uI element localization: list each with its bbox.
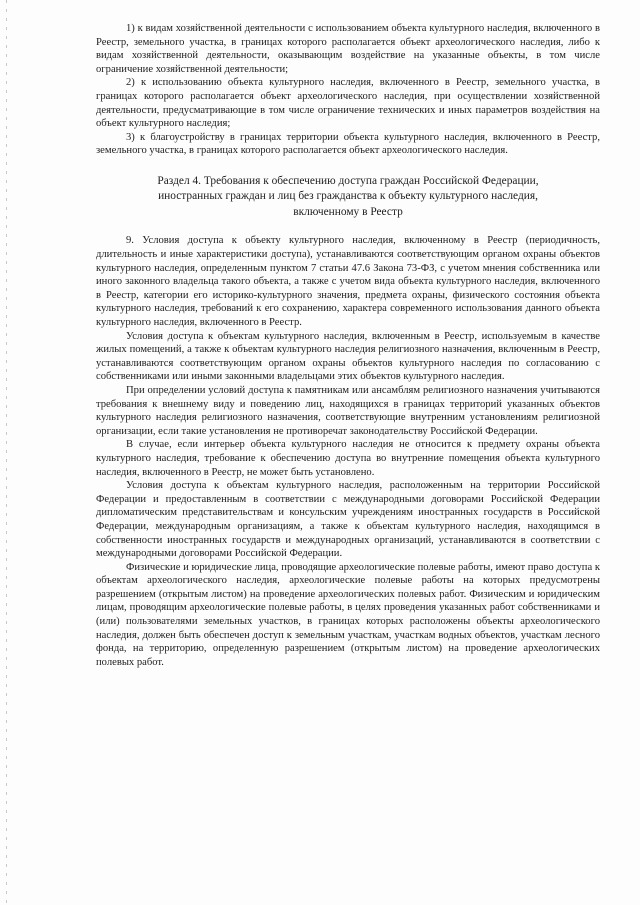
document-body xyxy=(96,22,600,669)
section-heading-line-1: Раздел 4. Требования к обеспечению доступа граждан Российской Федерации, xyxy=(157,174,539,187)
paragraph-9: 9. Условия доступа к объекту культурного наследия, включенному в Реестр (периодичность, длительность и иные характеристики доступа), устанавливаются соответствующим органом охраны объектов культурного наследия, определенным пунктом 7 статьи 47.6 Закона 73-ФЗ, с учетом мнения собственника или иного законного владельца такого объекта, а также с учетом вида объекта культурного наследия, включенного в Реестр, категории его историко-культурного значения, предмета охраны, физического состояния объекта культурного наследия, требований к его сохранению, характера современного использования данного объекта культурного наследия, включенного в Реестр. xyxy=(96,235,600,328)
paragraph-item-1: 1) к видам хозяйственной деятельности с использованием объекта культурного наследия, включенного в Реестр, земельного участка, в границах которого располагается объект археологического наследия, либо к видам хозяйственной деятельности, оказывающим воздействие на указанные объекты, в том числе ограничение хозяйственной деятельности; xyxy=(96,23,600,75)
paragraph-diplomatic-access: Условия доступа к объектам культурного наследия, расположенным на территории Российской Федерации и предоставленным в соответствии с международными договорами Российской Федерации дипломатическим представительствам и консульским учреждениям иностранных государств в Российской Федерации, международным организациям, а также к объектам культурного наследия, находящимся в собственности иностранных государств и международных организаций, устанавливаются в соответствии с международными договорами Российской Федерации. xyxy=(96,480,600,560)
section-heading-line-3: включенному в Реестр xyxy=(293,205,403,218)
paragraph-residential-access: Условия доступа к объектам культурного наследия, включенным в Реестр, используемым в качестве жилых помещений, а также к объектам культурного наследия религиозного назначения, включенным в Реестр, устанавливаются соответствующим органом охраны объектов культурного наследия по согласованию с собственниками или иными законными владельцами этих объектов культурного наследия. xyxy=(96,330,600,383)
paragraph-archaeological-access: Физические и юридические лица, проводящие археологические полевые работы, имеют право доступа к объектам археологического наследия, археологические полевые работы на которых предусмотрены разрешением (открытым листом) на проведение археологических полевых работ. Физическим и юридическим лицам, проводящим археологические полевые работы, в целях проведения указанных работ собственниками и (или) пользователями земельных участков, в границах которых расположены объекты археологического наследия, должен быть обеспечен доступ к земельным участкам, участкам водных объектов, участкам лесного фонда, на территорию, определенную разрешением (открытым листом) на проведение археологических полевых работ. xyxy=(96,561,600,668)
paragraph-interior-access: В случае, если интерьер объекта культурного наследия не относится к предмету охраны объекта культурного наследия, требование к обеспечению доступа во внутренние помещения объекта культурного наследия, включенного в Реестр, не может быть установлено. xyxy=(96,439,600,478)
scan-edge-marks xyxy=(6,0,7,905)
section-heading xyxy=(96,174,600,221)
section-heading-line-2: иностранных граждан и лиц без гражданства к объекту культурного наследия, xyxy=(158,190,538,203)
paragraph-item-3: 3) к благоустройству в границах территории объекта культурного наследия, включенного в Реестр, земельного участка, в границах которого располагается объект археологического наследия. xyxy=(96,131,600,157)
paragraph-item-2: 2) к использованию объекта культурного наследия, включенного в Реестр, земельного участка, в границах которого располагается объект археологического наследия, при осуществлении хозяйственной деятельности, предусматривающие в том числе ограничение технических и иных параметров воздействия на объект культурного наследия; xyxy=(96,77,600,130)
paragraph-religious-access: При определении условий доступа к памятникам или ансамблям религиозного назначения учитываются требования к внешнему виду и поведению лиц, находящихся в границах территорий указанных объектов культурного наследия религиозного назначения, соответствующие внутренним установлениям религиозной организации, если такие установления не противоречат законодательству Российской Федерации. xyxy=(96,384,600,437)
